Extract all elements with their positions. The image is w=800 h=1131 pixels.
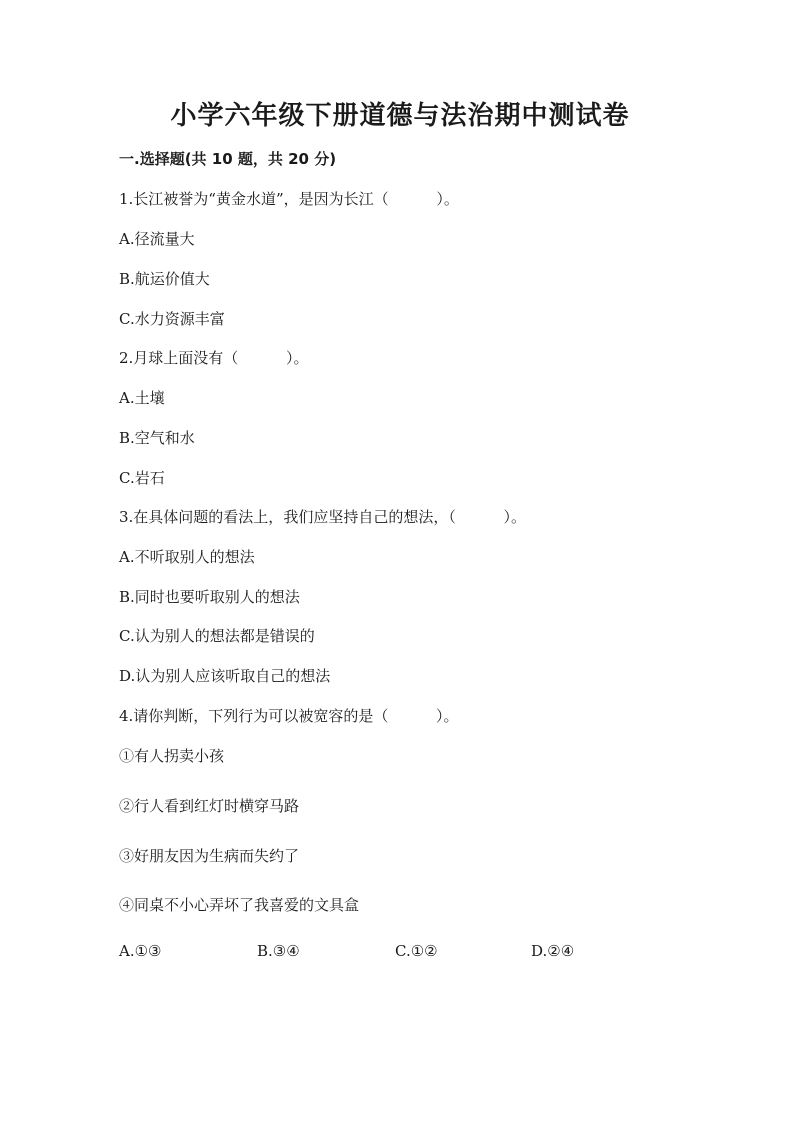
question-2-option-c: C.岩石 (119, 469, 165, 487)
page-title: 小学六年级下册道德与法治期中测试卷 (170, 101, 630, 131)
question-3-stem: 3.在具体问题的看法上，我们应坚持自己的想法，（ ）。 (119, 508, 526, 526)
question-1-option-b: B.航运价值大 (119, 270, 210, 288)
question-2-option-b: B.空气和水 (119, 429, 195, 447)
question-4-option-d: D.②④ (531, 942, 575, 960)
question-4-options (119, 942, 679, 964)
question-4-statement-4: ④同桌不小心弄坏了我喜爱的文具盒 (119, 896, 360, 914)
question-3-option-a: A.不听取别人的想法 (119, 548, 255, 566)
question-4-statement-1: ①有人拐卖小孩 (119, 747, 225, 765)
question-3-option-d: D.认为别人应该听取自己的想法 (119, 667, 331, 685)
question-1-option-a: A.径流量大 (119, 230, 195, 248)
question-1-option-c: C.水力资源丰富 (119, 310, 225, 328)
question-2-stem: 2.月球上面没有（ ）。 (119, 349, 309, 367)
section-heading: 一.选择题(共 10 题，共 20 分) (119, 150, 337, 168)
question-3-option-b: B.同时也要听取别人的想法 (119, 588, 300, 606)
question-4-statement-3: ③好朋友因为生病而失约了 (119, 847, 300, 865)
question-4-option-c: C.①② (395, 942, 438, 960)
question-3-option-c: C.认为别人的想法都是错误的 (119, 627, 315, 645)
question-1-stem: 1.长江被誉为“黄金水道”，是因为长江（ ）。 (119, 190, 459, 208)
question-4-statement-2: ②行人看到红灯时横穿马路 (119, 797, 300, 815)
question-4-stem: 4.请你判断，下列行为可以被宽容的是（ ）。 (119, 707, 459, 725)
question-4-option-a: A.①③ (119, 942, 162, 960)
question-4-option-b: B.③④ (257, 942, 300, 960)
question-2-option-a: A.土壤 (119, 389, 165, 407)
